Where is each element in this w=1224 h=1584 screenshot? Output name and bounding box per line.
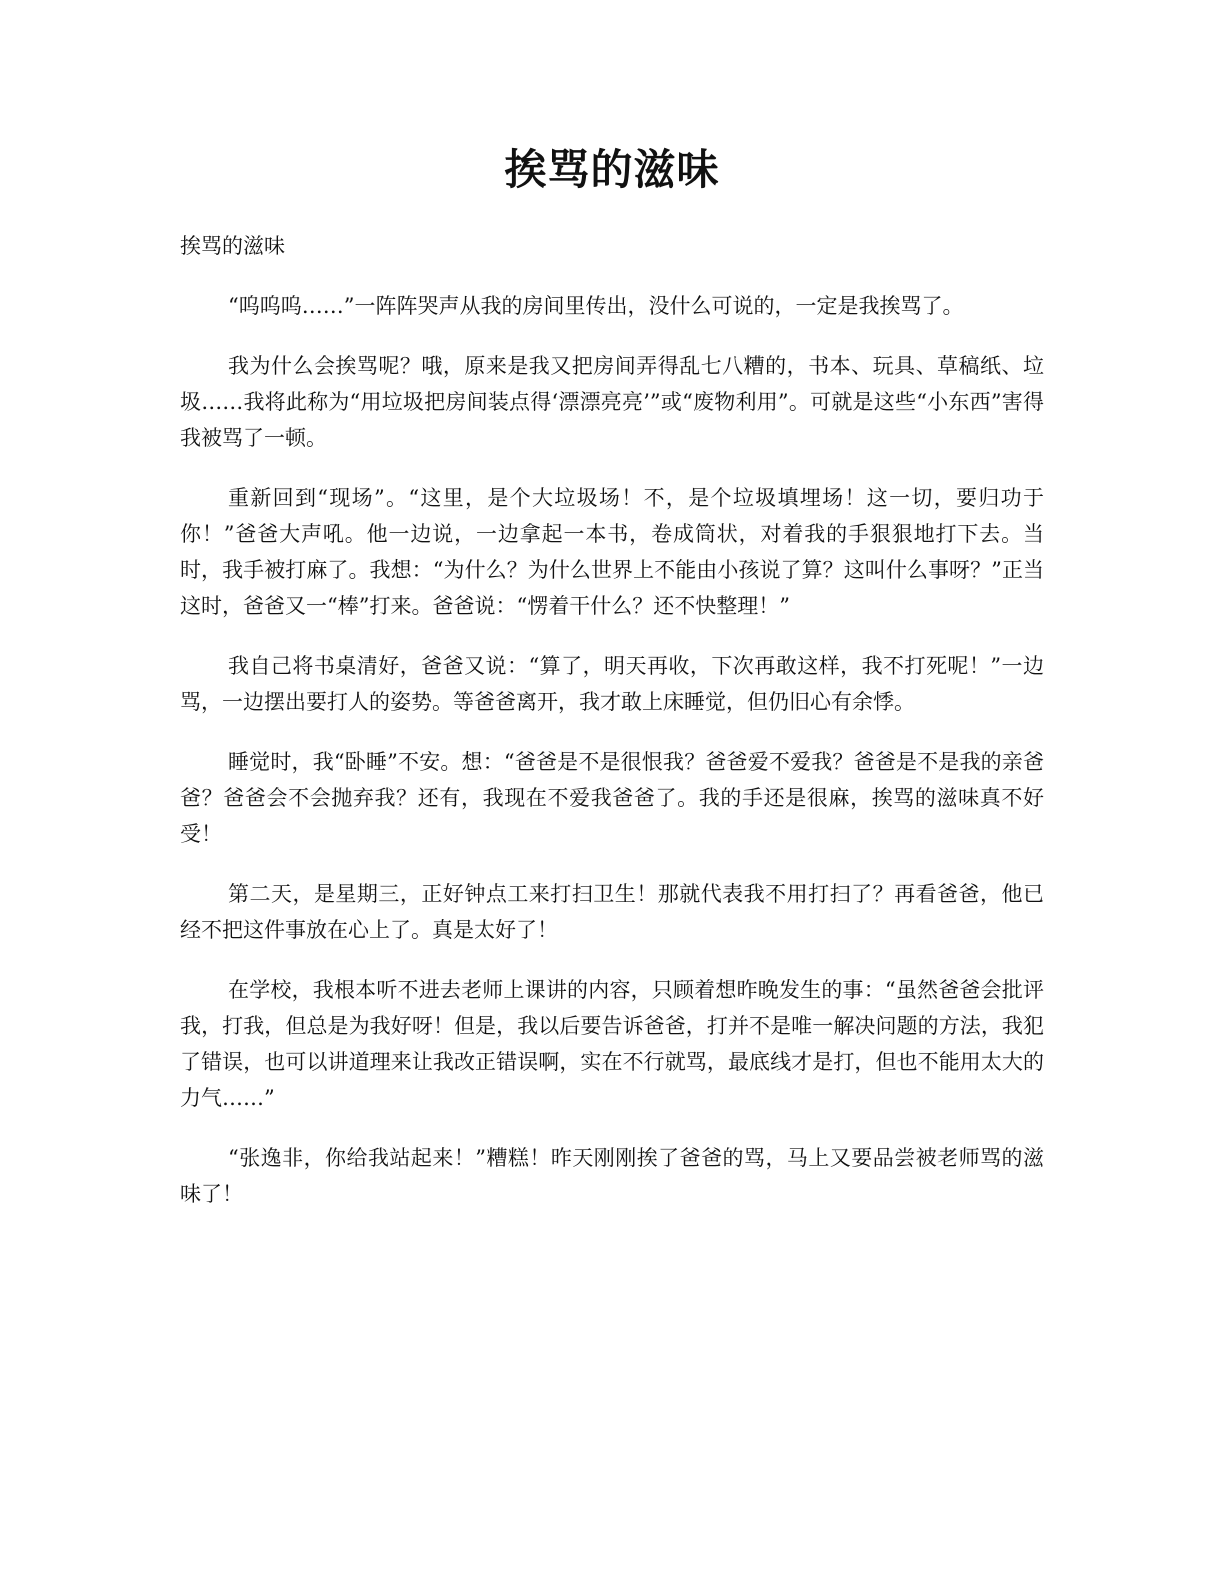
paragraph-5: 睡觉时，我“卧睡”不安。想：“爸爸是不是很恨我？爸爸爱不爱我？爸爸是不是我的亲爸爸？爸爸会不会抛弃我？还有，我现在不爱我爸爸了。我的手还是很麻，挨骂的滋味真不好受！ bbox=[180, 750, 1044, 846]
page-title: 挨骂的滋味 bbox=[504, 145, 720, 194]
paragraph-4: 我自己将书桌清好，爸爸又说：“算了，明天再收，下次再敢这样，我不打死呢！”一边骂，一边摆出要打人的姿势。等爸爸离开，我才敢上床睡觉，但仍旧心有余悸。 bbox=[180, 654, 1044, 714]
paragraph-6: 第二天，是星期三，正好钟点工来打扫卫生！那就代表我不用打扫了？再看爸爸，他已经不把这件事放在心上了。真是太好了！ bbox=[180, 882, 1044, 942]
paragraph-2: 我为什么会挨骂呢？哦，原来是我又把房间弄得乱七八糟的，书本、玩具、草稿纸、垃圾……我将此称为“用垃圾把房间装点得‘漂漂亮亮’”或“废物利用”。可就是这些“小东西”害得我被骂了一顿。 bbox=[180, 354, 1044, 450]
article-subtitle: 挨骂的滋味 bbox=[180, 234, 285, 258]
paragraph-3: 重新回到“现场”。“这里，是个大垃圾场！不，是个垃圾填埋场！这一切，要归功于你！”爸爸大声吼。他一边说，一边拿起一本书，卷成筒状，对着我的手狠狠地打下去。当时，我手被打麻了。我想：“为什么？为什么世界上不能由小孩说了算？这叫什么事呀？”正当这时，爸爸又一“棒”打来。爸爸说：“愣着干什么？还不快整理！” bbox=[180, 486, 1044, 618]
paragraph-1: “呜呜呜……”一阵阵哭声从我的房间里传出，没什么可说的，一定是我挨骂了。 bbox=[228, 294, 964, 318]
paragraph-8: “张逸非，你给我站起来！”糟糕！昨天刚刚挨了爸爸的骂，马上又要品尝被老师骂的滋味了！ bbox=[180, 1146, 1044, 1206]
paragraph-7: 在学校，我根本听不进去老师上课讲的内容，只顾着想昨晚发生的事：“虽然爸爸会批评我，打我，但总是为我好呀！但是，我以后要告诉爸爸，打并不是唯一解决问题的方法，我犯了错误，也可以讲道理来让我改正错误啊，实在不行就骂，最底线才是打，但也不能用太大的力气……” bbox=[180, 978, 1044, 1110]
article-body bbox=[180, 228, 1044, 1236]
